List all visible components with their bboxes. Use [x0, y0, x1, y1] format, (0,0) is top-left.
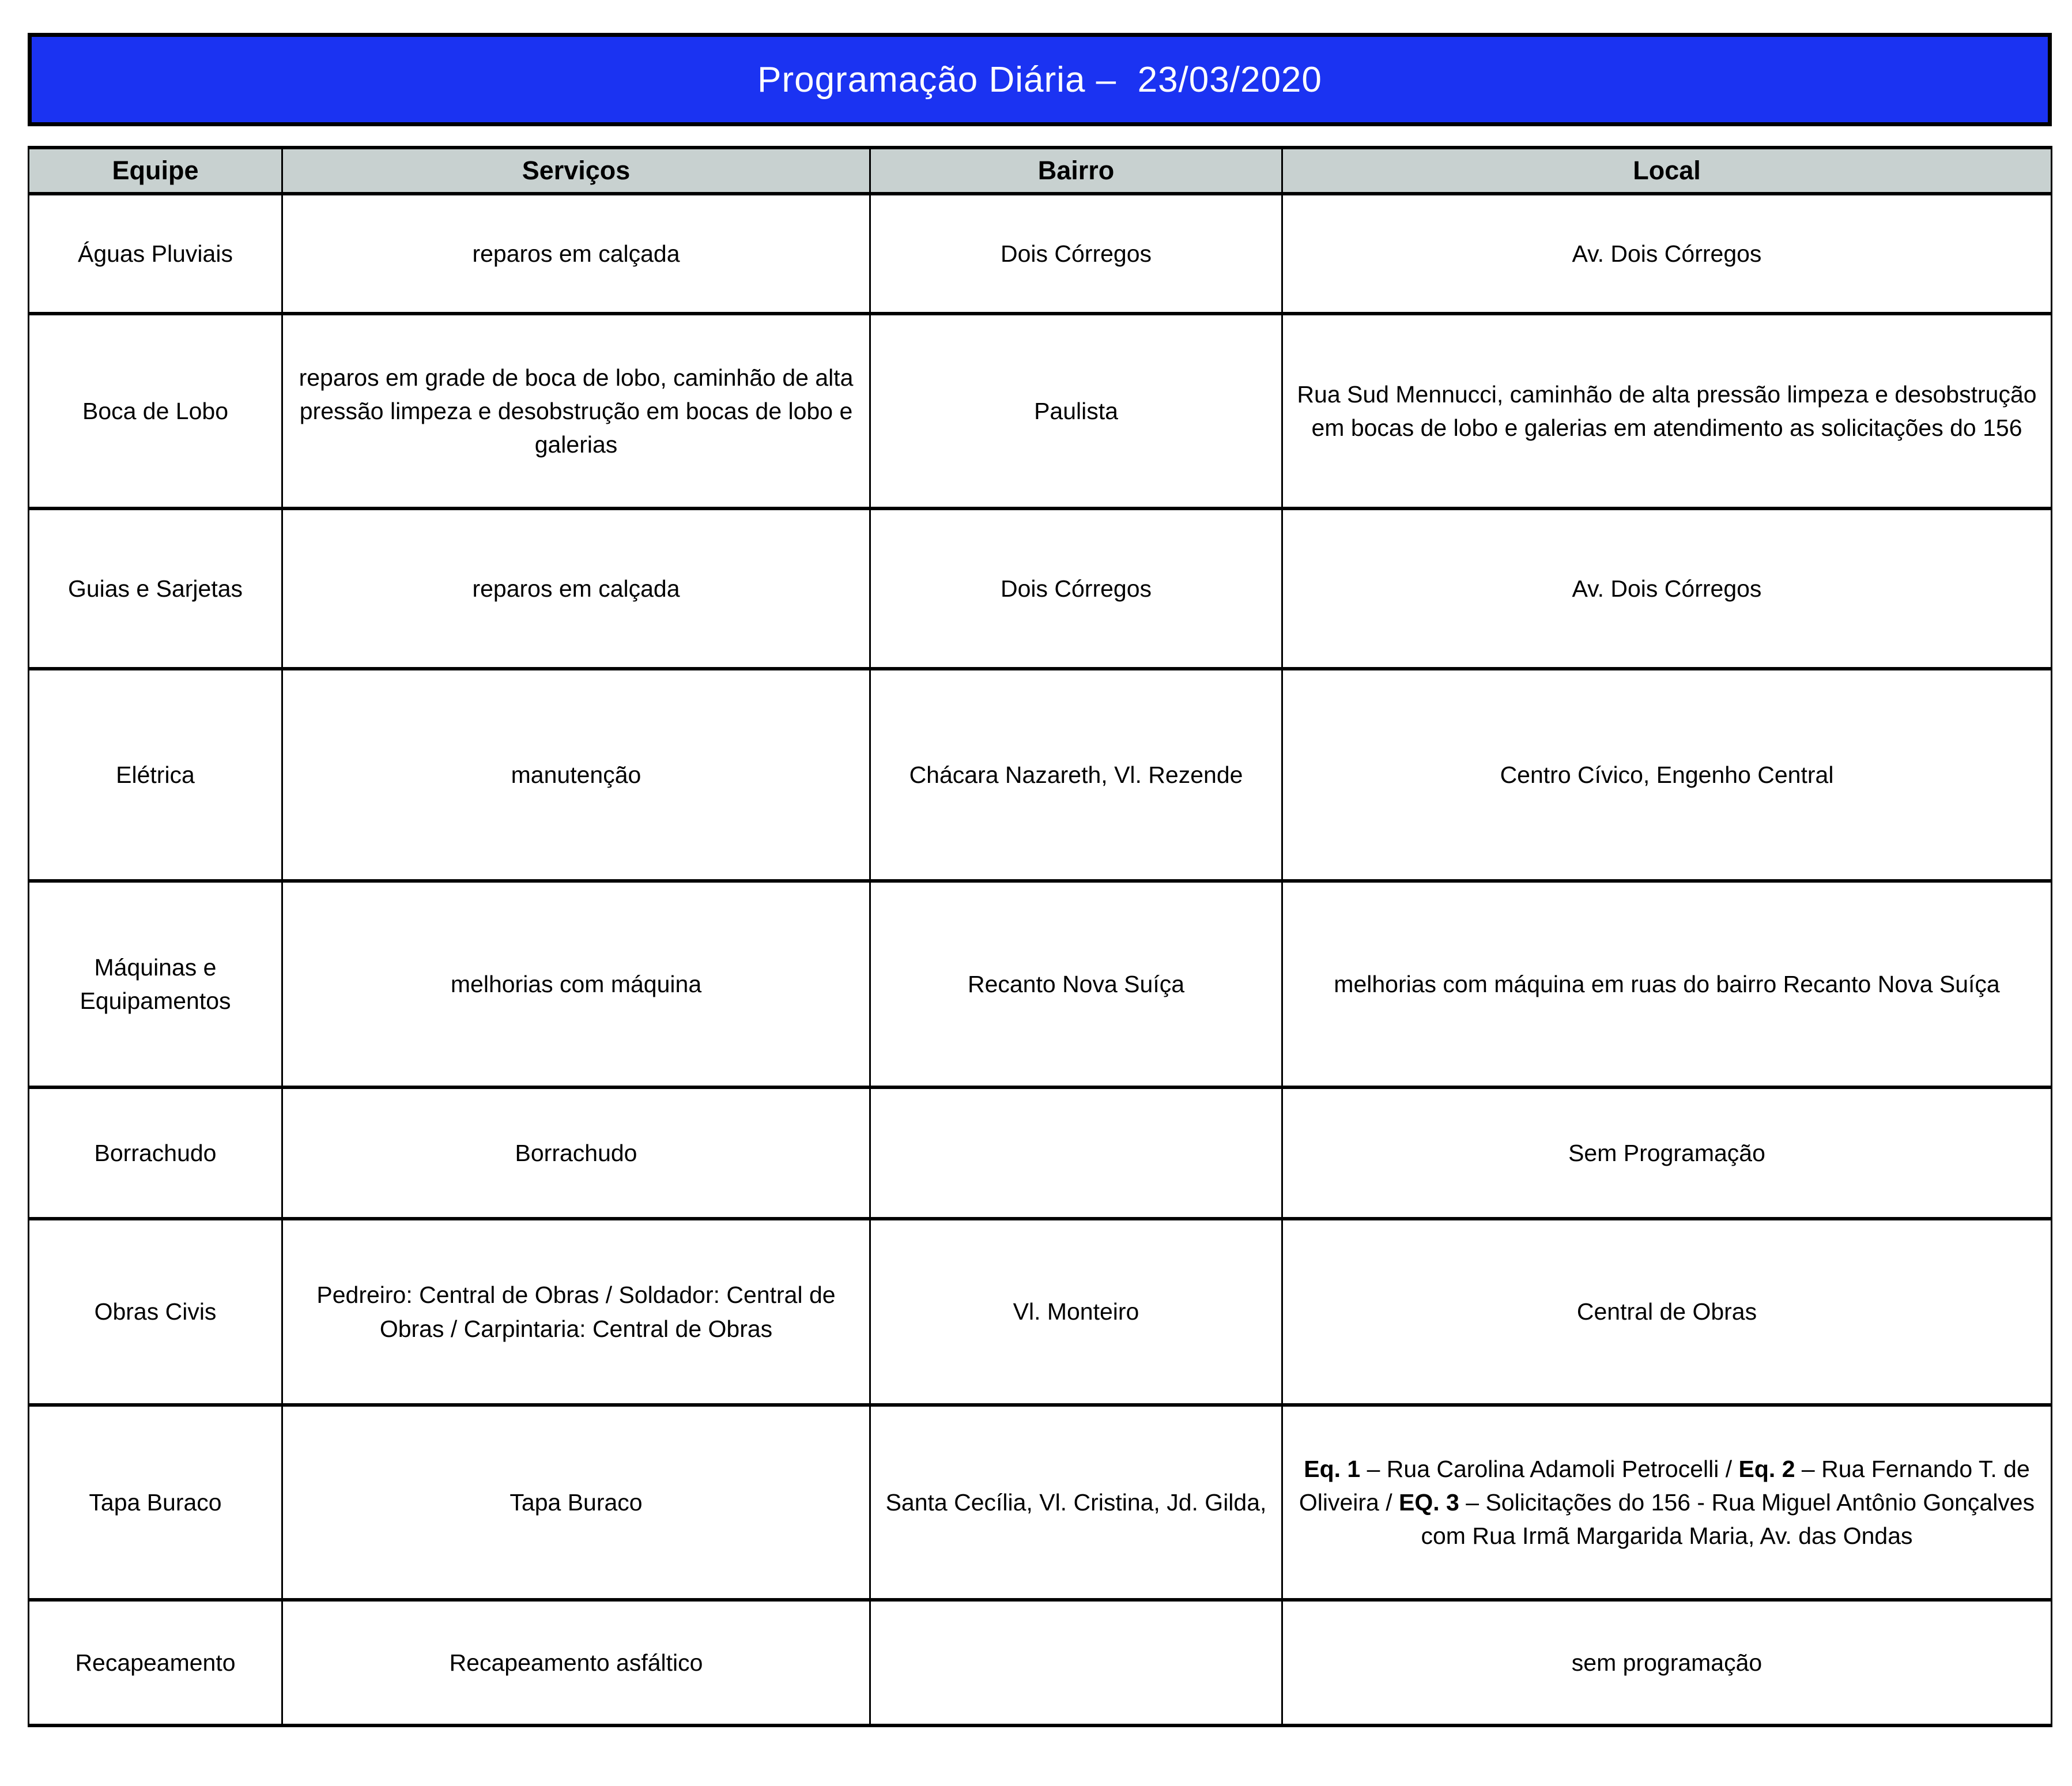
local-segment: Av. Dois Córregos	[1572, 575, 1762, 602]
local-segment: Central de Obras	[1576, 1298, 1757, 1325]
column-header-equipe: Equipe	[29, 148, 282, 194]
cell-bairro: Recanto Nova Suíça	[870, 881, 1282, 1087]
table-row	[29, 881, 2052, 1087]
cell-equipe: Águas Pluviais	[29, 194, 282, 314]
cell-local	[1282, 669, 2052, 881]
cell-bairro: Chácara Nazareth, Vl. Rezende	[870, 669, 1282, 881]
table-row	[29, 194, 2052, 314]
column-header-bairro: Bairro	[870, 148, 1282, 194]
cell-local	[1282, 1600, 2052, 1725]
cell-equipe: Obras Civis	[29, 1219, 282, 1405]
cell-equipe: Borrachudo	[29, 1087, 282, 1219]
cell-local	[1282, 1405, 2052, 1600]
local-segment: Rua Sud Mennucci, caminhão de alta pressão limpeza e desobstrução em bocas de lobo e galerias em atendimento as solicitações do 156	[1297, 380, 2037, 441]
local-segment: Sem Programação	[1568, 1139, 1765, 1166]
cell-servicos: Pedreiro: Central de Obras / Soldador: Central de Obras / Carpintaria: Central de Obras	[282, 1219, 870, 1405]
cell-servicos: melhorias com máquina	[282, 881, 870, 1087]
schedule-table	[28, 146, 2052, 1727]
table-row	[29, 1405, 2052, 1600]
cell-bairro: Dois Córregos	[870, 508, 1282, 669]
cell-equipe: Máquinas e Equipamentos	[29, 881, 282, 1087]
local-segment: – Solicitações do 156 - Rua Miguel Antônio Gonçalves com Rua Irmã Margarida Maria, Av. das Ondas	[1421, 1489, 2035, 1550]
local-segment: sem programação	[1571, 1649, 1762, 1676]
local-segment: melhorias com máquina em ruas do bairro Recanto Nova Suíça	[1334, 970, 2000, 997]
cell-servicos: reparos em grade de boca de lobo, caminhão de alta pressão limpeza e desobstrução em bocas de lobo e galerias	[282, 314, 870, 508]
cell-local	[1282, 508, 2052, 669]
cell-servicos: reparos em calçada	[282, 508, 870, 669]
cell-bairro	[870, 1087, 1282, 1219]
cell-servicos: Borrachudo	[282, 1087, 870, 1219]
title-bar	[28, 33, 2052, 126]
page-title: Programação Diária – 23/03/2020	[757, 59, 1322, 100]
cell-local	[1282, 1219, 2052, 1405]
cell-servicos: Recapeamento asfáltico	[282, 1600, 870, 1725]
table-row	[29, 669, 2052, 881]
cell-bairro: Dois Córregos	[870, 194, 1282, 314]
cell-bairro: Santa Cecília, Vl. Cristina, Jd. Gilda,	[870, 1405, 1282, 1600]
table-row	[29, 508, 2052, 669]
local-segment: Centro Cívico, Engenho Central	[1500, 761, 1834, 788]
cell-bairro	[870, 1600, 1282, 1725]
cell-servicos: manutenção	[282, 669, 870, 881]
local-segment-bold: Eq. 1	[1304, 1455, 1361, 1482]
table-row	[29, 1087, 2052, 1219]
local-segment-bold: Eq. 2	[1738, 1455, 1795, 1482]
table-row	[29, 314, 2052, 508]
column-header-servicos: Serviços	[282, 148, 870, 194]
cell-equipe: Guias e Sarjetas	[29, 508, 282, 669]
table-row	[29, 1219, 2052, 1405]
cell-equipe: Boca de Lobo	[29, 314, 282, 508]
cell-servicos: Tapa Buraco	[282, 1405, 870, 1600]
cell-equipe: Elétrica	[29, 669, 282, 881]
local-segment: – Rua Fernando T. de Oliveira /	[1299, 1455, 2030, 1516]
cell-local	[1282, 881, 2052, 1087]
local-segment: Av. Dois Córregos	[1572, 240, 1762, 267]
local-segment: – Rua Carolina Adamoli Petrocelli /	[1360, 1455, 1739, 1482]
cell-local	[1282, 1087, 2052, 1219]
cell-bairro: Vl. Monteiro	[870, 1219, 1282, 1405]
table-row	[29, 1600, 2052, 1725]
cell-equipe: Recapeamento	[29, 1600, 282, 1725]
cell-equipe: Tapa Buraco	[29, 1405, 282, 1600]
cell-servicos: reparos em calçada	[282, 194, 870, 314]
cell-local	[1282, 194, 2052, 314]
column-header-local: Local	[1282, 148, 2052, 194]
local-segment-bold: EQ. 3	[1399, 1489, 1459, 1516]
table-header-row	[29, 148, 2052, 194]
cell-bairro: Paulista	[870, 314, 1282, 508]
cell-local	[1282, 314, 2052, 508]
